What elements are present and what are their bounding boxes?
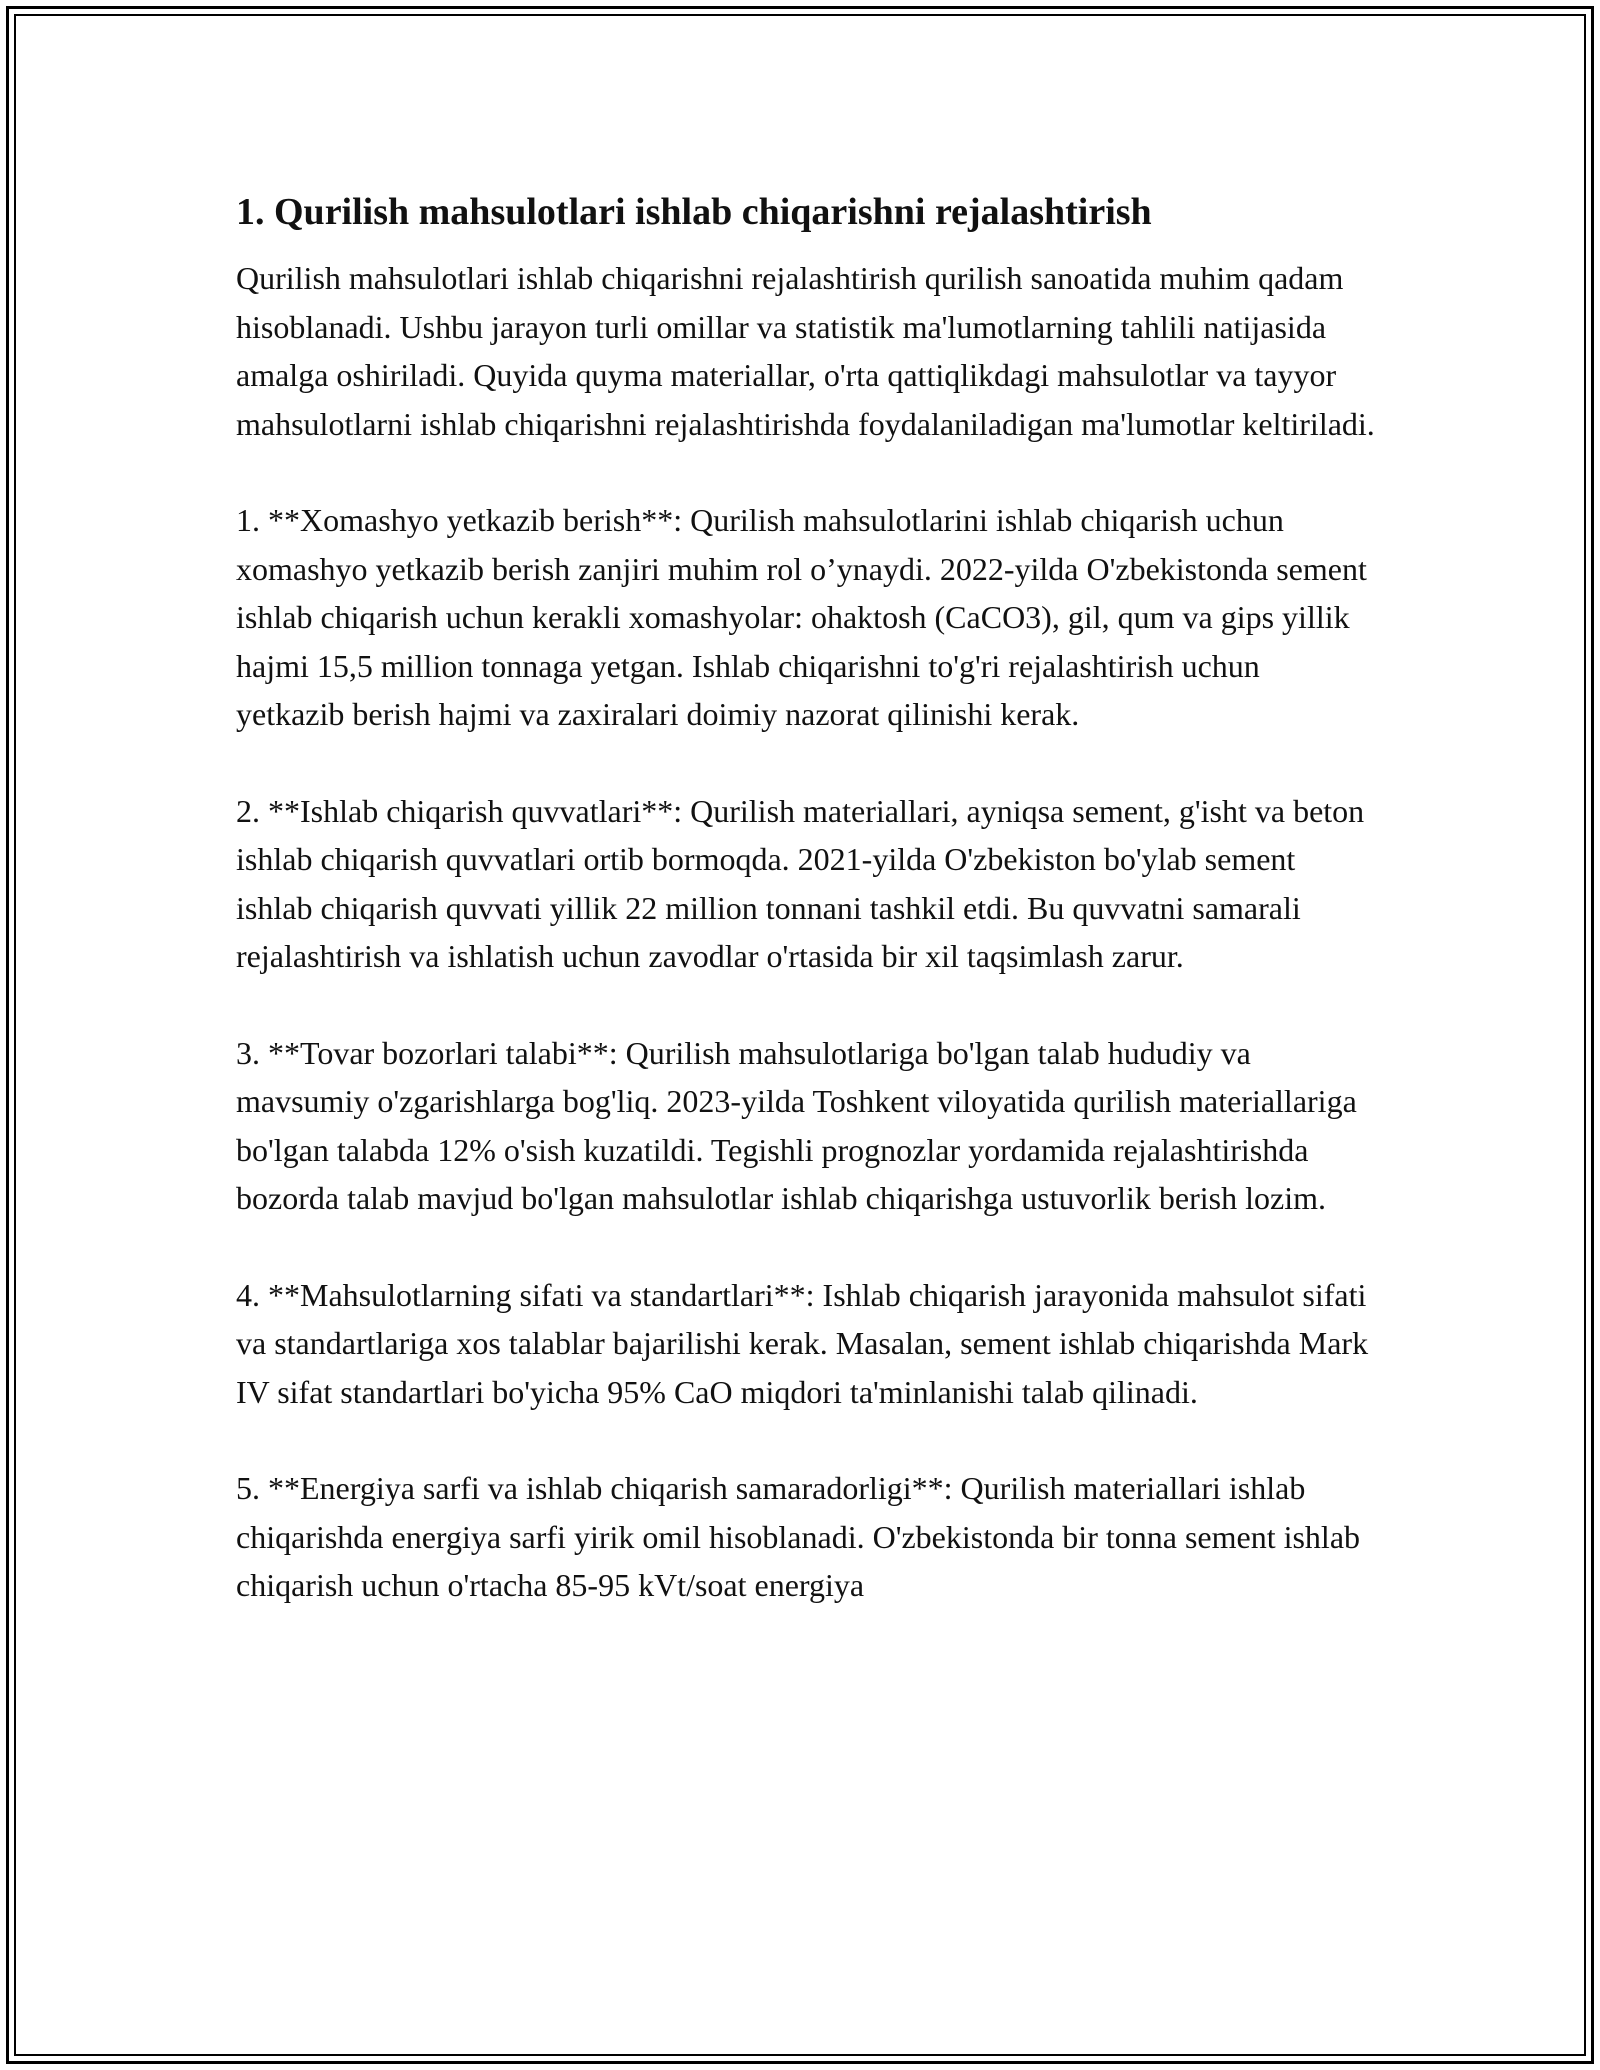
paragraph-production-capacity: 2. **Ishlab chiqarish quvvatlari**: Qurilish materiallari, ayniqsa sement, g'isht va beton ishlab chiqarish quvvatlari ortib bormoqda. 2021-yilda O'zbekiston bo'ylab sement ishlab chiqarish quvvati yillik 22 million tonnani tashkil etdi. Bu quvvatni samarali rejalashtirish va ishlatish uchun zavodlar o'rtasida bir xil taqsimlash zarur. — [236, 792, 1365, 974]
document-body — [236, 186, 1376, 1658]
paragraph-raw-material-supply: 1. **Xomashyo yetkazib berish**: Qurilish mahsulotlarini ishlab chiqarish uchun xomashyo yetkazib berish zanjiri muhim rol o’ynaydi. 2022-yilda O'zbekistonda sement ishlab chiqarish uchun kerakli xomashyolar: ohaktosh (CaCO3), gil, qum va gips yillik hajmi 15,5 million tonnaga yetgan. Ishlab chiqarishni to'g'ri rejalashtirish uchun yetkazib berish hajmi va zaxiralari doimiy nazorat qilinishi kerak. — [236, 502, 1367, 732]
intro-paragraph: Qurilish mahsulotlari ishlab chiqarishni rejalashtirish qurilish sanoatida muhim qadam hisoblanadi. Ushbu jarayon turli omillar va statistik ma'lumotlarning tahlili natijasida amalga oshiriladi. Quyida quyma materiallar, o'rta qattiqlikdagi mahsulotlar va tayyor mahsulotlarni ishlab chiqarishni rejalashtirishda foydalaniladigan ma'lumotlar keltiriladi. — [236, 260, 1375, 442]
paragraph-energy-consumption: 5. **Energiya sarfi va ishlab chiqarish samaradorligi**: Qurilish materiallari ishlab chiqarishda energiya sarfi yirik omil hisoblanadi. O'zbekistonda bir tonna sement ishlab chiqarish uchun o'rtacha 85-95 kVt/soat energiya — [236, 1470, 1361, 1603]
paragraph-market-demand: 3. **Tovar bozorlari talabi**: Qurilish mahsulotlariga bo'lgan talab hududiy va mavsumiy o'zgarishlarga bog'liq. 2023-yilda Toshkent viloyatida qurilish materiallariga bo'lgan talabda 12% o'sish kuzatildi. Tegishli prognozlar yordamida rejalashtirishda bozorda talab mavjud bo'lgan mahsulotlar ishlab chiqarishga ustuvorlik berish lozim. — [236, 1034, 1357, 1216]
section-title: 1. Qurilish mahsulotlari ishlab chiqarishni rejalashtirish — [236, 191, 1152, 233]
paragraph-quality-standards: 4. **Mahsulotlarning sifati va standartlari**: Ishlab chiqarish jarayonida mahsulot sifati va standartlariga xos talablar bajarilishi kerak. Masalan, sement ishlab chiqarishda Mark IV sifat standartlari bo'yicha 95% CaO miqdori ta'minlanishi talab qilinadi. — [236, 1276, 1369, 1410]
